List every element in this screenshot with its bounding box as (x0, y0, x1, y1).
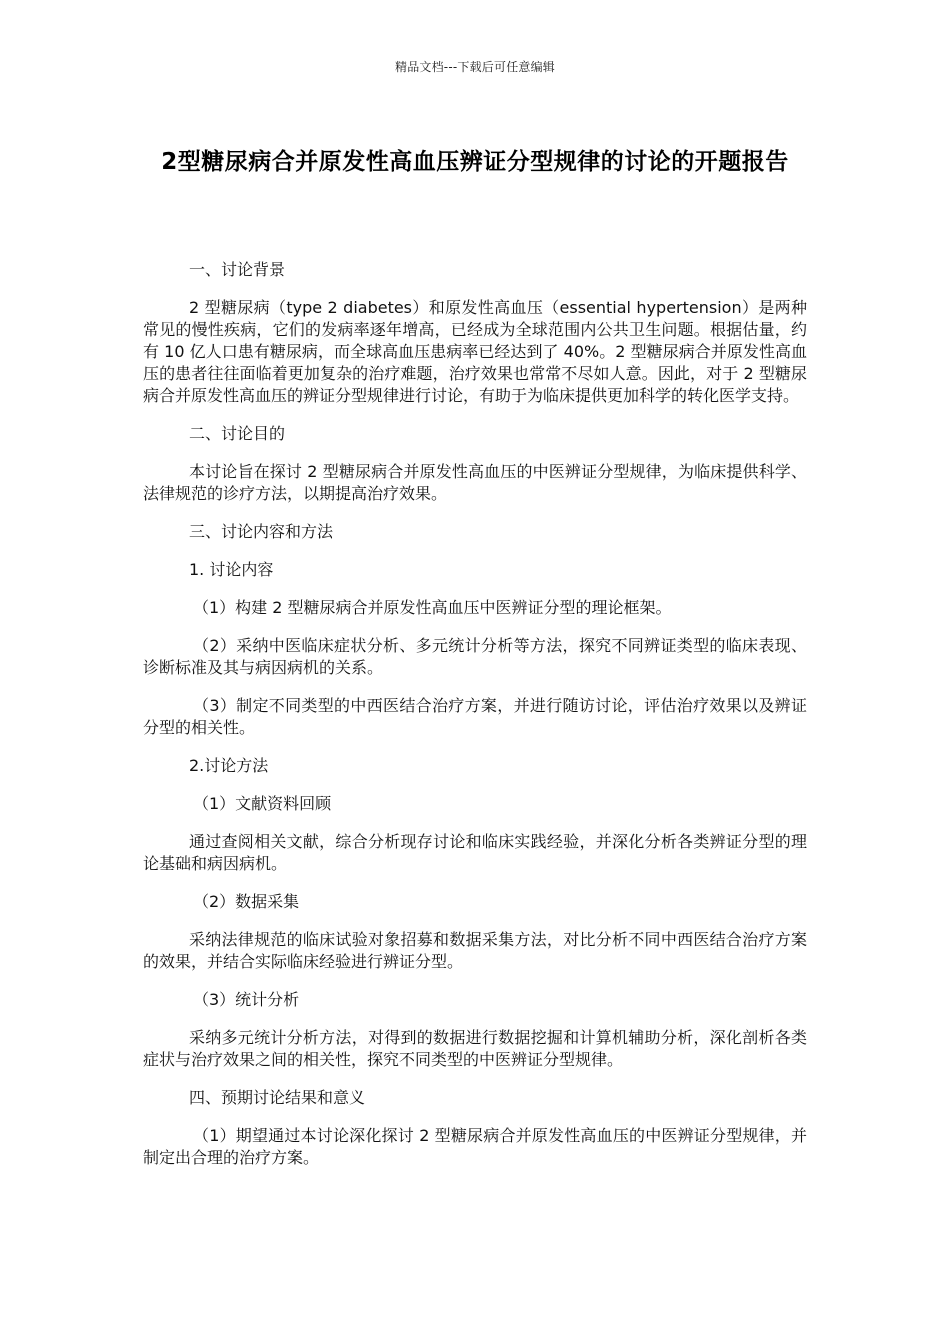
paragraph-background: 2 型糖尿病（type 2 diabetes）和原发性高血压（essential hypertension）是两种常见的慢性疾病，它们的发病率逐年增高，已经成为全球范围内公共卫生问题。根据估量，约有 10 亿人口患有糖尿病，而全球高血压患病率已经达到了 40%。2 型糖尿病合并原发性高血压的患者往往面临着更加复杂的治疗难题，治疗效果也常常不尽如人意。因此，对于 2 型糖尿病合并原发性高血压的辨证分型规律进行讨论，有助于为临床提供更加科学的转化医学支持。 (143, 298, 807, 405)
content-item-1: （1）构建 2 型糖尿病合并原发性高血压中医辨证分型的理论框架。 (193, 598, 672, 617)
method-heading-statistics: （3）统计分析 (193, 990, 300, 1009)
header-note: 精品文档---下载后可任意编辑 (395, 60, 555, 74)
section-heading-background: 一、讨论背景 (189, 260, 286, 279)
section-heading-purpose: 二、讨论目的 (189, 424, 286, 443)
method-paragraph-literature: 通过查阅相关文献，综合分析现存讨论和临床实践经验，并深化分析各类辨证分型的理论基础和病因病机。 (143, 832, 807, 873)
method-heading-data: （2）数据采集 (193, 892, 300, 911)
content-item-3: （3）制定不同类型的中西医结合治疗方案，并进行随访讨论，评估治疗效果以及辨证分型的相关性。 (143, 696, 807, 737)
document-title: 2型糖尿病合并原发性高血压辨证分型规律的讨论的开题报告 (161, 149, 789, 175)
document-body (143, 259, 807, 1185)
method-paragraph-statistics: 采纳多元统计分析方法，对得到的数据进行数据挖掘和计算机辅助分析，深化剖析各类症状与治疗效果之间的相关性，探究不同类型的中医辨证分型规律。 (143, 1028, 807, 1069)
paragraph-purpose: 本讨论旨在探讨 2 型糖尿病合并原发性高血压的中医辨证分型规律，为临床提供科学、法律规范的诊疗方法，以期提高治疗效果。 (143, 462, 807, 503)
method-heading-literature: （1）文献资料回顾 (193, 794, 332, 813)
method-paragraph-data: 采纳法律规范的临床试验对象招募和数据采集方法，对比分析不同中西医结合治疗方案的效果，并结合实际临床经验进行辨证分型。 (143, 930, 807, 971)
content-item-2: （2）采纳中医临床症状分析、多元统计分析等方法，探究不同辨证类型的临床表现、诊断标准及其与病因病机的关系。 (143, 636, 807, 677)
section-heading-expected-results: 四、预期讨论结果和意义 (189, 1088, 366, 1107)
subheading-methods: 2.讨论方法 (189, 756, 269, 775)
section-heading-content-methods: 三、讨论内容和方法 (189, 522, 334, 541)
expected-item-1: （1）期望通过本讨论深化探讨 2 型糖尿病合并原发性高血压的中医辨证分型规律，并制定出合理的治疗方案。 (143, 1126, 807, 1167)
subheading-content: 1. 讨论内容 (189, 560, 274, 579)
